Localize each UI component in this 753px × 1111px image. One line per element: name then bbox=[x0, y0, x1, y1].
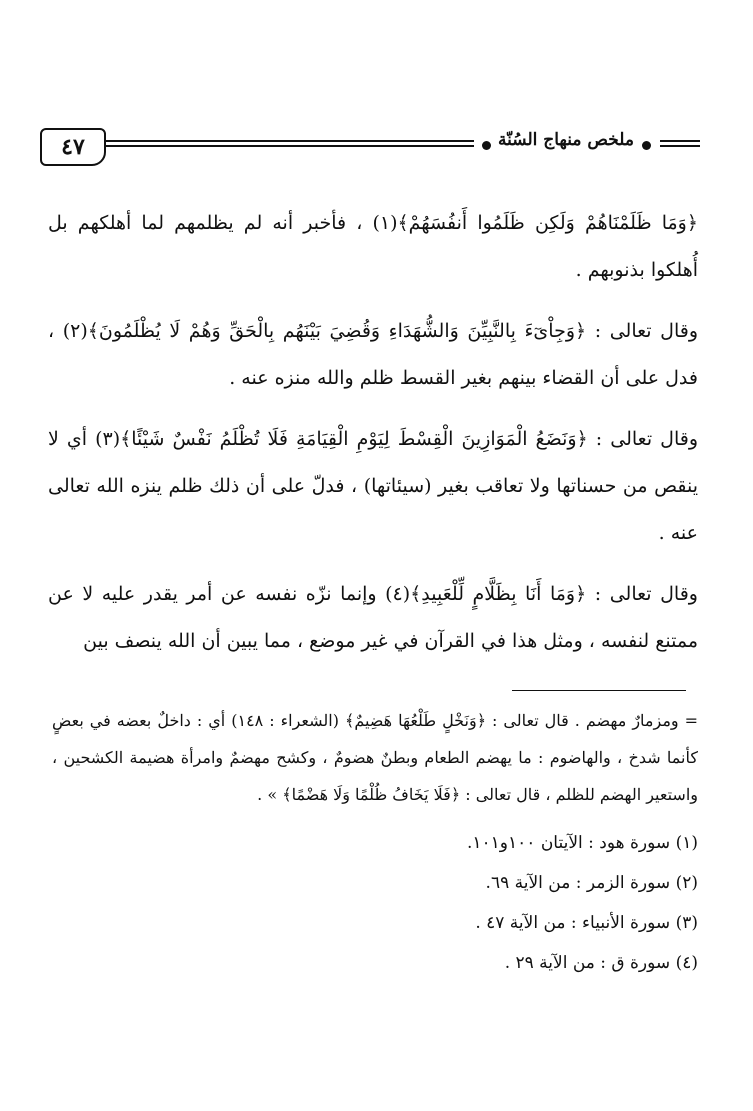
header-rule-left bbox=[104, 140, 474, 150]
footnote-item: (٢) سورة الزمر : من الآية ٦٩. bbox=[485, 873, 698, 893]
footnote-divider bbox=[512, 690, 686, 691]
page-number-box bbox=[40, 128, 106, 166]
paragraph: وقال تعالى : ﴿وَجِاْىٓءَ بِالنَّبِيِّنَ وَالشُّهَدَاءِ وَقُضِيَ بَيْنَهُم بِالْحَقِّ وَهُمْ لَا يُظْلَمُونَ﴾(٢) ، فدل على أن القضاء بينهم بغير القسط ظلم والله منزه عنه . bbox=[48, 320, 698, 389]
paragraph: وقال تعالى : ﴿وَنَضَعُ الْمَوَازِينَ الْقِسْطَ لِيَوْمِ الْقِيَامَةِ فَلَا تُظْلَمُ نَفْسٌ شَيْئًا﴾(٣) أي لا ينقص من حسناتها ولا تعاقب بغير (سيئاتها) ، فدلّ على أن ذلك ظلم ينزه الله تعالى عنه . bbox=[48, 428, 699, 544]
paragraph: وقال تعالى : ﴿وَمَا أَنَا بِظَلَّامٍ لِّلْعَبِيدِ﴾(٤) وإنما نزّه نفسه عن أمر يقدر عليه لا عن ممتنع لنفسه ، ومثل هذا في القرآن في غير موضع ، مما يبين أن الله ينصف بين bbox=[48, 583, 698, 652]
paragraph: ﴿وَمَا ظَلَمْنَاهُمْ وَلَكِن ظَلَمُوا أَنفُسَهُمْ﴾(١) ، فأخبر أنه لم يظلمهم لما أهلكهم بل أُهلكوا بذنوبهم . bbox=[48, 212, 698, 281]
bullet-dot-icon bbox=[642, 141, 651, 150]
page-number: ٤٧ bbox=[61, 134, 85, 160]
footnote-list bbox=[52, 823, 698, 983]
running-title: ملخص منهاج السُنّة bbox=[498, 130, 634, 150]
page-header bbox=[40, 128, 700, 168]
footnote-item: (١) سورة هود : الآيتان ١٠٠و١٠١. bbox=[466, 833, 698, 853]
footnote-continuation: = ومزمارٌ مهضم . قال تعالى : ﴿وَنَخْلٍ طَلْعُهَا هَضِيمٌ﴾ (الشعراء : ١٤٨) أي : داخلٌ بعضه في بعضٍ كأنما شدخ ، والهاضوم : ما يهضم الطعام وبطنٌ هضومٌ ، وكشح مهضمٌ وامرأة هضيمة الكشحين ، واستعير الهضم للظلم ، قال تعالى : ﴿فَلَا يَخَافُ ظُلْمًا وَلَا هَضْمًا﴾ » . bbox=[52, 711, 699, 804]
footnotes bbox=[52, 702, 698, 983]
footnote-item: (٤) سورة ق : من الآية ٢٩ . bbox=[504, 953, 698, 973]
footnote-item: (٣) سورة الأنبياء : من الآية ٤٧ . bbox=[475, 913, 698, 933]
bullet-dot-icon bbox=[482, 141, 491, 150]
header-rule-right bbox=[660, 140, 700, 150]
main-text bbox=[48, 200, 698, 679]
